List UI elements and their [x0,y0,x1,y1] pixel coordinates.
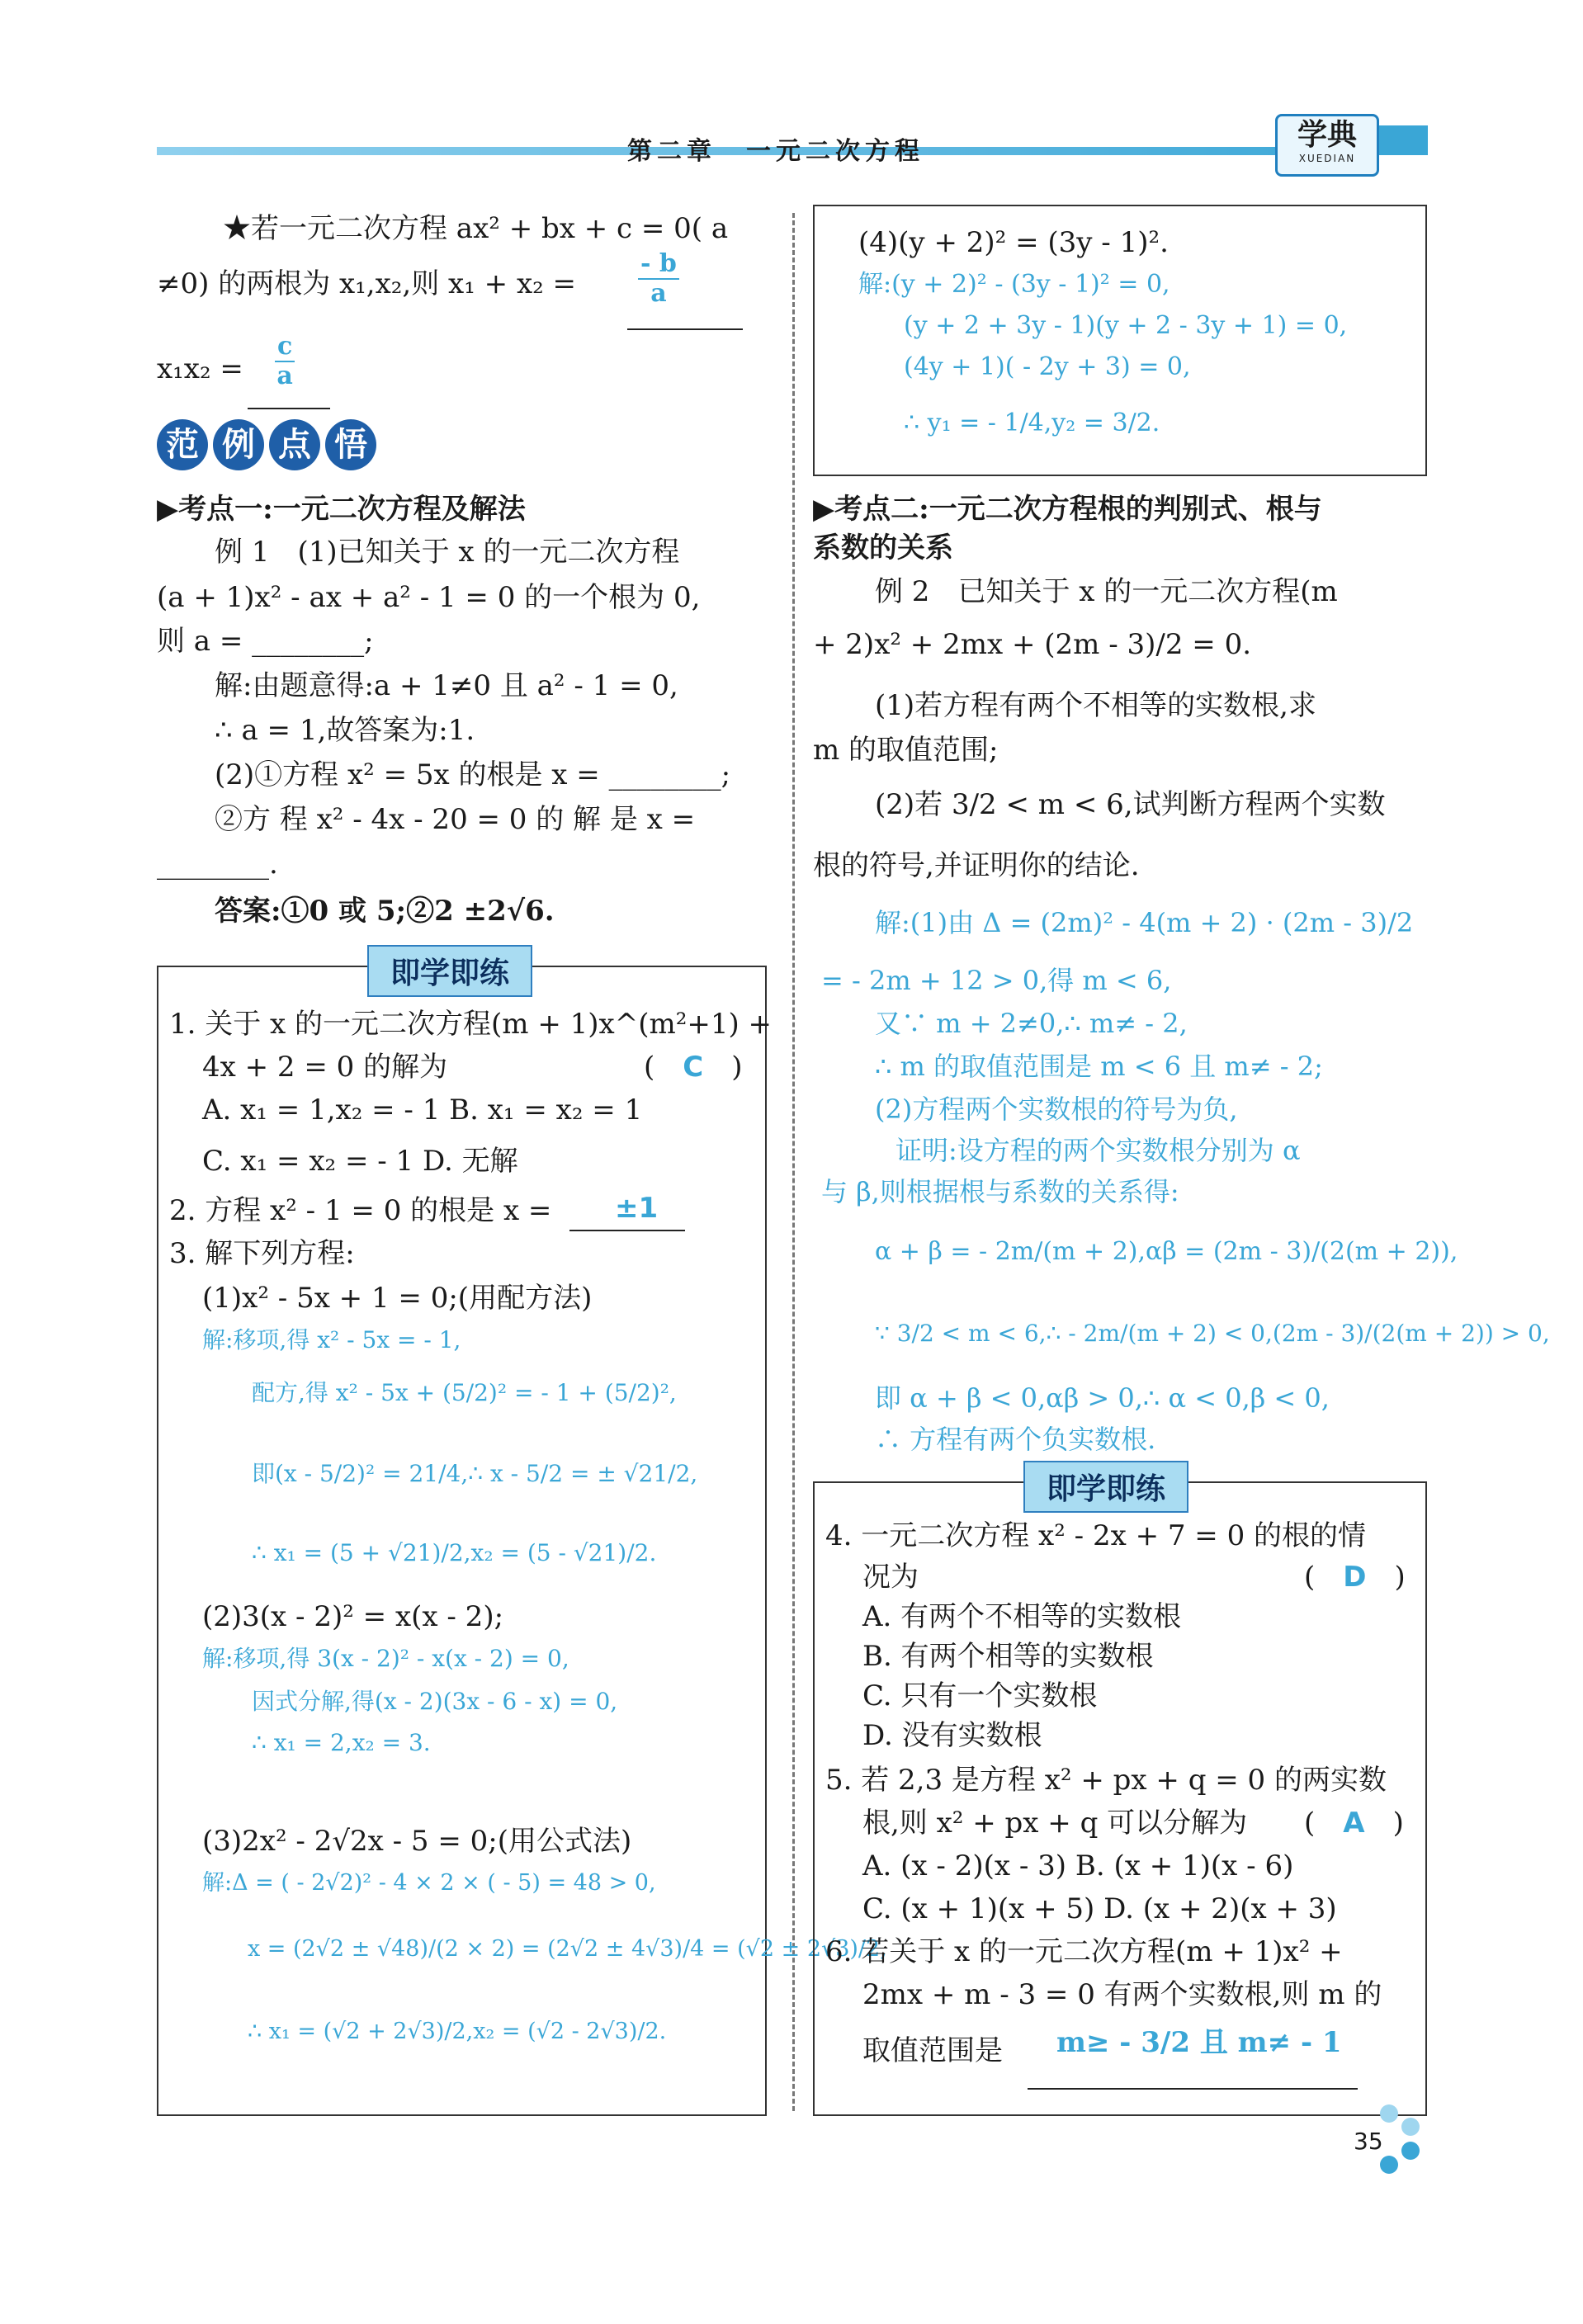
brand-logo [1275,114,1379,177]
answer-product-blank [248,408,330,409]
q4-line1: 4. 一元二次方程 x² - 2x + 7 = 0 的根的情 [825,1519,1367,1552]
practice-label-right: 即学即练 [1023,1461,1188,1513]
ex2-line5: (2)若 3/2 < m < 6,试判断方程两个实数 [875,788,1386,821]
q3-1-step4: ∴ x₁ = (5 + √21)/2,x₂ = (5 - √21)/2. [252,1539,657,1566]
sol-line10: 即 α + β < 0,αβ > 0,∴ α < 0,β < 0, [875,1382,1330,1414]
ex1-line8: ________. [157,848,278,881]
q4-option-a: A. 有两个不相等的实数根 [862,1600,1182,1633]
q1-option-cd: C. x₁ = x₂ = - 1 D. 无解 [202,1145,518,1178]
answer-product-num: c [275,334,295,362]
practice-label-left: 即学即练 [367,945,532,997]
box-line3: (y + 2 + 3y - 1)(y + 2 - 3y + 1) = 0, [904,311,1348,340]
q1-answer: C [683,1051,704,1084]
q3-1-text: (1)x² - 5x + 1 = 0;(用配方法) [202,1282,593,1315]
chapter-title: 第二章 一元二次方程 [627,137,924,166]
q3-3-step3: ∴ x₁ = (√2 + 2√3)/2,x₂ = (√2 - 2√3)/2. [248,2019,667,2044]
q1-bracket: ( C ) [644,1051,743,1084]
q2-blank [569,1230,685,1231]
ex1-line7: ②方 程 x² - 4x - 20 = 0 的 解 是 x = [215,803,696,836]
section-badge [157,419,381,470]
answer-product-den: a [276,361,293,390]
sol-line6: 证明:设方程的两个实数根分别为 α [895,1135,1301,1166]
q4-option-b: B. 有两个相等的实数根 [862,1640,1154,1673]
q4-option-c: C. 只有一个实数根 [862,1679,1098,1712]
box-line1: (4)(y + 2)² = (3y - 1)². [858,226,1169,259]
q3-3-step2: x = (2√2 ± √48)/(2 × 2) = (2√2 ± 4√3)/4 = (√2 ± 2√3)/2, [248,1936,887,1962]
ex1-line4: 解:由题意得:a + 1≠0 且 a² - 1 = 0, [215,669,678,702]
answer-sum-blank [627,328,743,330]
logo-text: 学典 [1297,117,1357,152]
ex2-line3: (1)若方程有两个不相等的实数根,求 [875,689,1316,722]
dot-2 [1401,2118,1420,2136]
q3-1-step3: 即(x - 5/2)² = 21/4,∴ x - 5/2 = ± √21/2, [252,1460,698,1487]
ex2-line2: + 2)x² + 2mx + (2m - 3)/2 = 0. [813,628,1252,661]
q6-answer: m≥ - 3/2 且 m≠ - 1 [1056,2026,1342,2059]
q1-line2: 4x + 2 = 0 的解为 [202,1051,448,1084]
sol-line7: 与 β,则根据根与系数的关系得: [821,1176,1179,1207]
ex1-line2: (a + 1)x² - ax + a² - 1 = 0 的一个根为 0, [157,581,701,614]
q2-text: 2. 方程 x² - 1 = 0 的根是 x = [169,1194,552,1227]
badge-char-4: 悟 [325,419,376,470]
ex1-answer: 答案:①0 或 5;②2 ±2√6. [215,895,555,928]
badge-char-3: 点 [269,419,320,470]
sol-line9: ∵ 3/2 < m < 6,∴ - 2m/(m + 2) < 0,(2m - 3)/(2(m + 2)) > 0, [875,1320,1550,1347]
ex1-line3: 则 a = ________; [157,625,374,658]
q4-bracket: ( D ) [1304,1561,1406,1594]
box-line2: 解:(y + 2)² - (3y - 1)² = 0, [858,270,1170,299]
sol-line4: ∴ m 的取值范围是 m < 6 且 m≠ - 2; [875,1051,1323,1082]
q3-text: 3. 解下列方程: [169,1237,355,1270]
answer-sum-den: a [650,279,667,308]
q4-option-d: D. 没有实数根 [862,1719,1042,1752]
logo-subtext: XUEDIAN [1298,153,1356,164]
kp1-title: ▶考点一:一元二次方程及解法 [157,493,526,526]
q3-1-step2: 配方,得 x² - 5x + (5/2)² = - 1 + (5/2)², [252,1379,677,1406]
q5-line2: 根,则 x² + px + q 可以分解为 [862,1807,1248,1840]
ex1-line5: ∴ a = 1,故答案为:1. [215,714,475,747]
sol-line2: = - 2m + 12 > 0,得 m < 6, [821,965,1172,996]
sol-line1: 解:(1)由 Δ = (2m)² - 4(m + 2) · (2m - 3)/2 [875,907,1414,938]
q3-2-step2: 因式分解,得(x - 2)(3x - 6 - x) = 0, [252,1688,618,1715]
q3-3-text: (3)2x² - 2√2x - 5 = 0;(用公式法) [202,1825,632,1858]
q3-2-step3: ∴ x₁ = 2,x₂ = 3. [252,1729,431,1756]
q5-answer: A [1343,1807,1365,1840]
sol-line5: (2)方程两个实数根的符号为负, [875,1094,1238,1125]
dot-3 [1401,2142,1420,2160]
q3-1-step1: 解:移项,得 x² - 5x = - 1, [202,1326,461,1353]
answer-product [272,334,297,389]
q5-bracket: ( A ) [1304,1807,1404,1840]
dot-1 [1380,2104,1398,2123]
star-note-line1: ★若一元二次方程 ax² + bx + c = 0( a [223,212,729,245]
q5-option-ab: A. (x - 2)(x - 3) B. (x + 1)(x - 6) [862,1849,1294,1882]
q4-line2: 况为 [862,1561,919,1594]
q5-option-cd: C. (x + 1)(x + 5) D. (x + 2)(x + 3) [862,1892,1337,1925]
ex1-line6: (2)①方程 x² = 5x 的根是 x = ________; [215,758,731,791]
q6-line2: 2mx + m - 3 = 0 有两个实数根,则 m 的 [862,1978,1382,2011]
dot-4 [1380,2156,1398,2174]
ex2-line6: 根的符号,并证明你的结论. [813,849,1140,882]
badge-char-1: 范 [157,419,208,470]
sol-line8: α + β = - 2m/(m + 2),αβ = (2m - 3)/(2(m + 2)), [875,1237,1458,1266]
q3-3-step1: 解:Δ = ( - 2√2)² - 4 × 2 × ( - 5) = 48 > 0, [202,1870,656,1896]
q4-answer: D [1343,1561,1367,1594]
answer-sum-num: - b [638,252,679,280]
q3-2-text: (2)3(x - 2)² = x(x - 2); [202,1600,504,1633]
box-line4: (4y + 1)( - 2y + 3) = 0, [904,352,1191,381]
sol-line11: ∴ 方程有两个负实数根. [875,1424,1156,1455]
ex2-line1: 例 2 已知关于 x 的一元二次方程(m [875,575,1338,608]
q1-line1: 1. 关于 x 的一元二次方程(m + 1)x^(m²+1) + [169,1008,773,1041]
kp2-title-line1: ▶考点二:一元二次方程根的判别式、根与 [813,493,1322,526]
badge-char-2: 例 [213,419,264,470]
star-note-line3: x₁x₂ = [157,352,243,385]
q6-line1: 6. 若关于 x 的一元二次方程(m + 1)x² + [825,1935,1343,1968]
ex1-line1: 例 1 (1)已知关于 x 的一元二次方程 [215,536,680,569]
column-divider [792,213,795,2111]
q6-blank [1028,2088,1358,2090]
box-line5: ∴ y₁ = - 1/4,y₂ = 3/2. [904,409,1160,437]
star-note-line2: ≠0) 的两根为 x₁,x₂,则 x₁ + x₂ = [157,267,577,300]
sol-line3: 又∵ m + 2≠0,∴ m≠ - 2, [875,1008,1188,1039]
answer-sum [636,249,682,308]
q2-answer: ±1 [615,1192,659,1225]
q5-line1: 5. 若 2,3 是方程 x² + px + q = 0 的两实数 [825,1764,1387,1797]
page-number: 35 [1354,2128,1383,2155]
q6-line3: 取值范围是 [862,2034,1003,2067]
q1-option-ab: A. x₁ = 1,x₂ = - 1 B. x₁ = x₂ = 1 [202,1094,643,1127]
q3-2-step1: 解:移项,得 3(x - 2)² - x(x - 2) = 0, [202,1645,569,1672]
kp2-title-line2: 系数的关系 [813,531,953,564]
ex2-line4: m 的取值范围; [813,734,999,767]
